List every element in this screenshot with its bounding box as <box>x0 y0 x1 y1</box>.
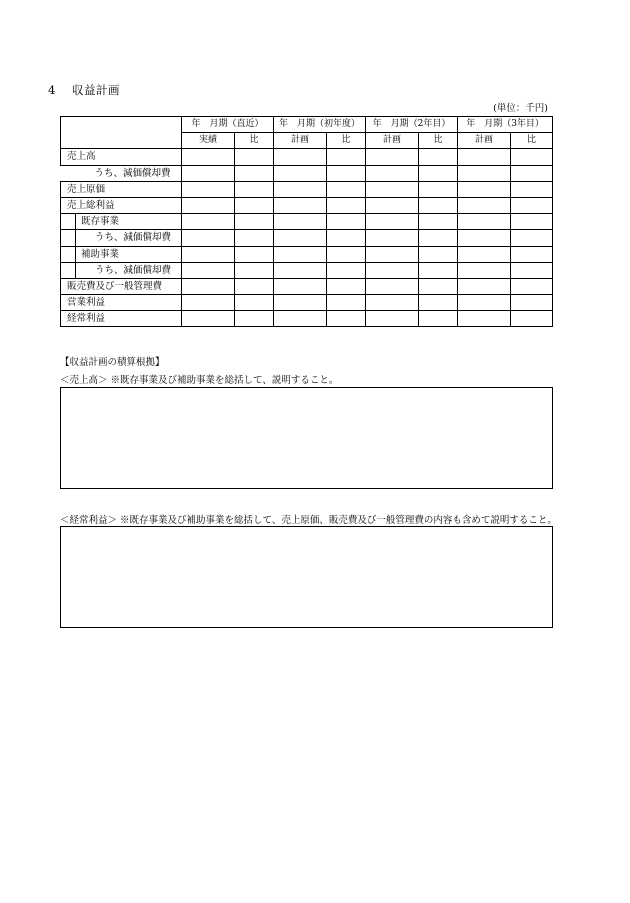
period-header-recent: 年 月期（直近） <box>182 117 274 133</box>
table-cell[interactable] <box>366 311 419 327</box>
table-cell[interactable] <box>419 295 458 311</box>
table-row <box>61 246 553 262</box>
table-cell[interactable] <box>327 230 366 246</box>
table-cell[interactable] <box>182 165 235 181</box>
col-header-ratio: 比 <box>327 133 366 149</box>
table-cell[interactable] <box>182 197 235 213</box>
revenue-plan-table <box>60 116 553 327</box>
table-cell[interactable] <box>458 181 511 197</box>
table-cell[interactable] <box>419 230 458 246</box>
table-cell[interactable] <box>182 214 235 230</box>
table-cell[interactable] <box>327 197 366 213</box>
table-cell[interactable] <box>366 246 419 262</box>
row-label-depreciation: うち、減価償却費 <box>61 262 182 278</box>
table-cell[interactable] <box>327 262 366 278</box>
table-cell[interactable] <box>274 278 327 294</box>
table-row <box>61 262 553 278</box>
period-header-year1: 年 月期（初年度） <box>274 117 366 133</box>
table-cell[interactable] <box>366 278 419 294</box>
table-cell[interactable] <box>366 197 419 213</box>
table-cell[interactable] <box>235 197 274 213</box>
table-cell[interactable] <box>235 214 274 230</box>
table-row <box>61 149 553 165</box>
table-cell[interactable] <box>235 311 274 327</box>
table-cell[interactable] <box>274 230 327 246</box>
table-cell[interactable] <box>458 149 511 165</box>
table-cell[interactable] <box>458 262 511 278</box>
row-label-gross-profit: 売上総利益 <box>61 197 182 213</box>
table-cell[interactable] <box>182 230 235 246</box>
table-cell[interactable] <box>511 295 553 311</box>
table-cell[interactable] <box>458 295 511 311</box>
table-cell[interactable] <box>511 197 553 213</box>
sales-basis-note: ＜売上高＞ ※既存事業及び補助事業を総括して、説明すること。 <box>60 375 339 386</box>
table-row <box>61 214 553 230</box>
table-cell[interactable] <box>235 262 274 278</box>
col-header-ratio: 比 <box>419 133 458 149</box>
table-cell[interactable] <box>511 165 553 181</box>
col-header-ratio: 比 <box>511 133 553 149</box>
table-cell[interactable] <box>235 181 274 197</box>
sales-basis-textbox[interactable] <box>60 387 553 489</box>
table-cell[interactable] <box>182 262 235 278</box>
period-header-year2: 年 月期（2年目） <box>366 117 458 133</box>
row-label-sga-expenses: 販売費及び一般管理費 <box>61 278 182 294</box>
table-cell[interactable] <box>327 246 366 262</box>
section-number: 4 <box>48 83 56 97</box>
table-row <box>61 197 553 213</box>
table-row <box>61 311 553 327</box>
table-cell[interactable] <box>366 149 419 165</box>
table-cell[interactable] <box>235 149 274 165</box>
table-cell[interactable] <box>419 149 458 165</box>
row-label-ordinary-profit: 経常利益 <box>61 311 182 327</box>
table-cell[interactable] <box>366 230 419 246</box>
table-cell[interactable] <box>327 149 366 165</box>
table-cell[interactable] <box>235 165 274 181</box>
table-cell[interactable] <box>274 246 327 262</box>
table-cell[interactable] <box>274 149 327 165</box>
table-cell[interactable] <box>182 311 235 327</box>
table-cell[interactable] <box>182 181 235 197</box>
table-cell[interactable] <box>511 230 553 246</box>
header-row-periods <box>61 117 553 133</box>
table-cell[interactable] <box>458 230 511 246</box>
table-cell[interactable] <box>419 165 458 181</box>
col-header-plan: 計画 <box>458 133 511 149</box>
table-cell[interactable] <box>458 246 511 262</box>
table-cell[interactable] <box>327 295 366 311</box>
table-cell[interactable] <box>419 246 458 262</box>
table-cell[interactable] <box>366 214 419 230</box>
table-row <box>61 278 553 294</box>
table-cell[interactable] <box>274 311 327 327</box>
table-cell[interactable] <box>419 214 458 230</box>
table-cell[interactable] <box>327 181 366 197</box>
table-cell[interactable] <box>182 149 235 165</box>
basis-title: 【収益計画の積算根拠】 <box>60 357 165 368</box>
table-cell[interactable] <box>419 181 458 197</box>
table-cell[interactable] <box>511 214 553 230</box>
table-cell[interactable] <box>366 165 419 181</box>
table-cell[interactable] <box>327 165 366 181</box>
section-heading <box>48 82 120 98</box>
table-row <box>61 230 553 246</box>
table-cell[interactable] <box>274 197 327 213</box>
row-label-depreciation: うち、減価償却費 <box>61 165 182 181</box>
table-cell[interactable] <box>458 165 511 181</box>
row-label-operating-profit: 営業利益 <box>61 295 182 311</box>
table-cell[interactable] <box>235 246 274 262</box>
ordinary-profit-basis-textbox[interactable] <box>60 526 553 628</box>
table-row <box>61 295 553 311</box>
table-row <box>61 181 553 197</box>
table-cell[interactable] <box>458 197 511 213</box>
table-cell[interactable] <box>511 181 553 197</box>
header-corner-cell <box>61 117 182 149</box>
row-label-depreciation: うち、減価償却費 <box>61 230 182 246</box>
table-cell[interactable] <box>327 278 366 294</box>
table-cell[interactable] <box>182 295 235 311</box>
table-cell[interactable] <box>419 262 458 278</box>
table-cell[interactable] <box>366 262 419 278</box>
table-cell[interactable] <box>235 278 274 294</box>
table-cell[interactable] <box>419 278 458 294</box>
col-header-plan: 計画 <box>366 133 419 149</box>
table-row <box>61 165 553 181</box>
table-cell[interactable] <box>511 278 553 294</box>
table-cell[interactable] <box>458 278 511 294</box>
row-label-cost-of-sales: 売上原価 <box>61 181 182 197</box>
col-header-plan: 計画 <box>274 133 327 149</box>
table-cell[interactable] <box>458 214 511 230</box>
section-title: 収益計画 <box>71 83 120 97</box>
table-cell[interactable] <box>235 295 274 311</box>
table-cell[interactable] <box>511 262 553 278</box>
table-cell[interactable] <box>511 246 553 262</box>
col-header-actual: 実績 <box>182 133 235 149</box>
table-cell[interactable] <box>419 197 458 213</box>
table-cell[interactable] <box>235 230 274 246</box>
table-cell[interactable] <box>274 262 327 278</box>
table-cell[interactable] <box>366 181 419 197</box>
col-header-ratio: 比 <box>235 133 274 149</box>
row-label-subsidized-business: 補助事業 <box>61 246 182 262</box>
table-cell[interactable] <box>274 181 327 197</box>
table-cell[interactable] <box>419 311 458 327</box>
table-cell[interactable] <box>274 295 327 311</box>
table-cell[interactable] <box>511 149 553 165</box>
table-cell[interactable] <box>327 311 366 327</box>
table-cell[interactable] <box>182 246 235 262</box>
table-cell[interactable] <box>274 214 327 230</box>
period-header-year3: 年 月期（3年目） <box>458 117 553 133</box>
unit-label: (単位：千円) <box>493 103 548 114</box>
table-cell[interactable] <box>458 311 511 327</box>
row-label-sales: 売上高 <box>61 149 182 165</box>
table-cell[interactable] <box>182 278 235 294</box>
table-cell[interactable] <box>327 214 366 230</box>
ordinary-profit-basis-note: ＜経常利益＞ ※既存事業及び補助事業を総括して、売上原価、販売費及び一般管理費の内容も含めて説明すること。 <box>60 515 557 526</box>
table-cell[interactable] <box>366 295 419 311</box>
table-cell[interactable] <box>274 165 327 181</box>
table-cell[interactable] <box>511 311 553 327</box>
row-label-existing-business: 既存事業 <box>61 214 182 230</box>
